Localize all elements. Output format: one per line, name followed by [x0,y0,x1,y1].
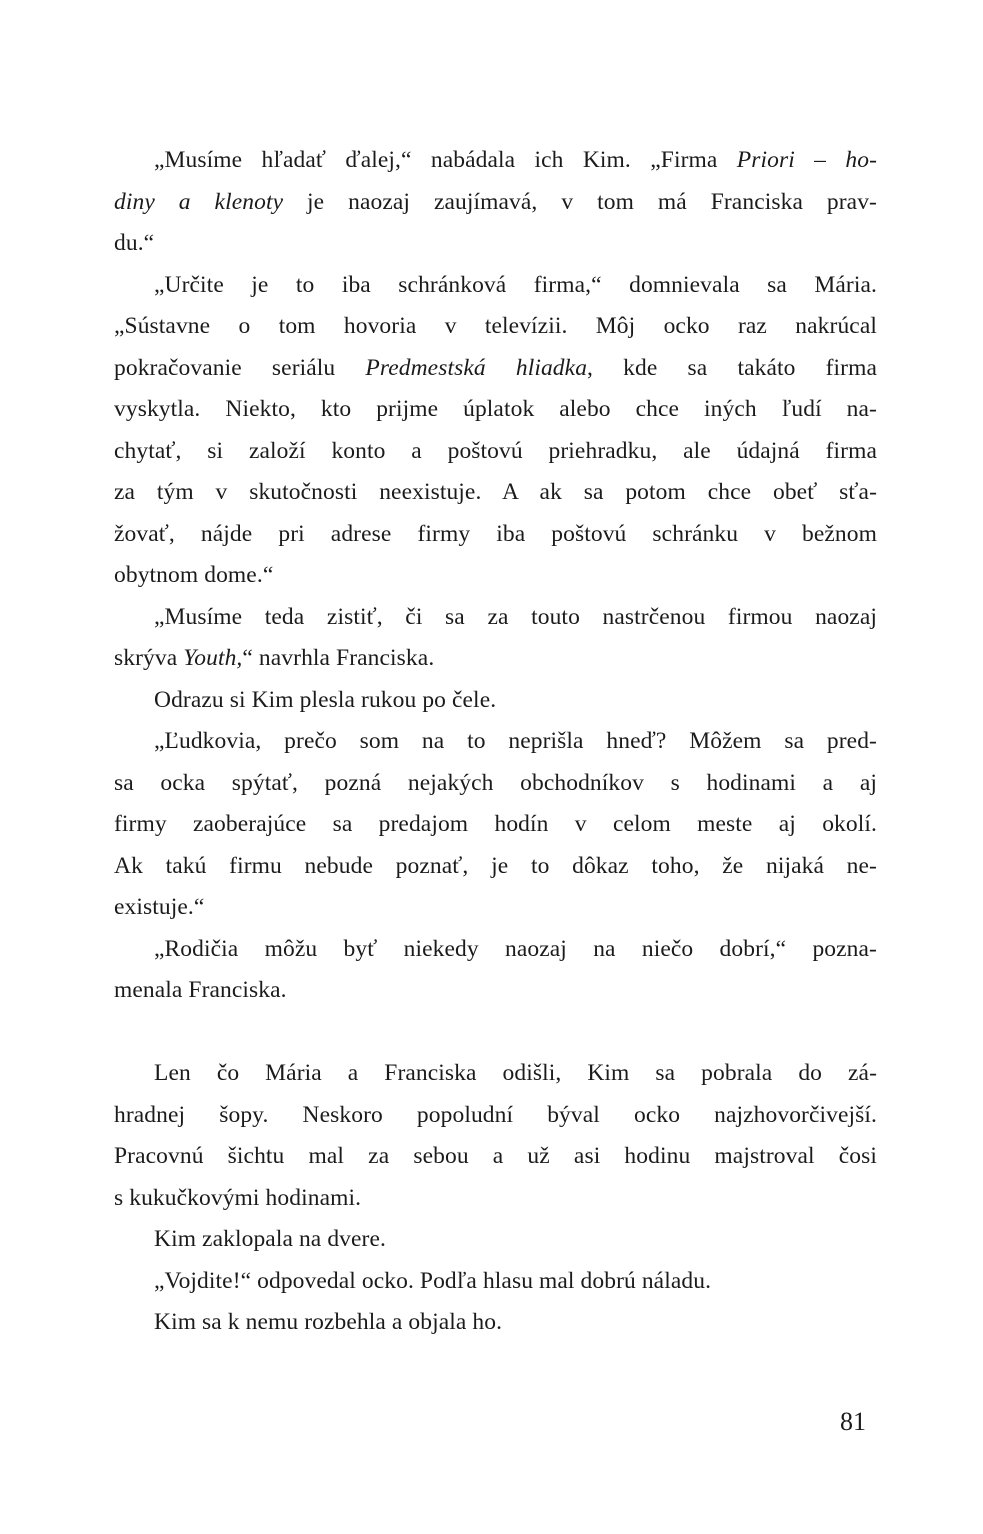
text-line [114,514,877,556]
text-run: „Musíme teda zistiť, či sa za touto nastrčenou firmou naozaj [154,603,877,630]
text-run: s kukučkovými hodinami. [114,1184,362,1211]
text-run: , kde sa takáto firma [587,354,877,381]
text-run: „Sústavne o tom hovoria v televízii. Môj ocko raz nakrúcal [114,313,877,339]
text-run: „Ľudkovia, prečo som na to neprišla hneď? Môžem sa pred- [154,728,877,754]
paragraph [114,597,877,680]
text-line [114,1053,877,1095]
text-line [114,140,877,182]
text-line [114,1219,877,1261]
italic-text-run: Youth, [183,645,243,671]
text-line [114,223,877,265]
text-run: „Určite je to iba schránková firma,“ domnievala sa Mária. [154,271,877,298]
text-line [114,721,877,763]
text-line [114,804,877,846]
text-run: chytať, si založí konto a poštovú priehradku, ale údajná firma [114,437,877,464]
text-line [114,1261,877,1303]
text-run: za tým v skutočnosti neexistuje. A ak sa potom chce obeť sťa- [114,479,877,505]
text-line [114,1178,877,1220]
text-line [114,638,877,680]
text-line [114,970,877,1012]
paragraph [114,1302,877,1344]
italic-text-run: Priori – ho- [736,147,877,173]
text-line [114,1095,877,1137]
text-run: “ navrhla Franciska. [242,645,435,671]
text-line [114,306,877,348]
page-number: 81 [840,1407,866,1436]
text-line [114,846,877,888]
text-run: Len čo Mária a Franciska odišli, Kim sa pobrala do zá- [154,1060,877,1086]
text-run: „Rodičia môžu byť niekedy naozaj na niečo dobrí,“ pozna- [154,935,877,962]
text-line [114,1136,877,1178]
text-run: existuje.“ [114,894,205,920]
text-run: Kim zaklopala na dvere. [154,1226,386,1252]
text-line [114,887,877,929]
text-line [114,431,877,473]
text-block [114,140,877,1344]
text-line [114,597,877,639]
paragraph [114,1053,877,1219]
text-run: skrýva [114,645,184,671]
text-run: firmy zaoberajúce sa predajom hodín v celom meste aj okolí. [114,811,877,837]
text-run: hradnej šopy. Neskoro popoludní býval ocko najzhovorčivejší. [114,1101,877,1128]
paragraph [114,721,877,929]
text-line [114,472,877,514]
text-run: „Vojdite!“ odpovedal ocko. Podľa hlasu mal dobrú náladu. [154,1267,712,1294]
text-run: pokračovanie seriálu [114,354,366,381]
text-line [114,555,877,597]
text-run: žovať, nájde pri adrese firmy iba poštovú schránku v bežnom [114,520,877,547]
text-line [114,680,877,722]
paragraph [114,929,877,1012]
italic-text-run: Predmestská hliadka [365,354,588,381]
text-line [114,348,877,390]
paragraph [114,680,877,722]
paragraph [114,265,877,597]
paragraph [114,1219,877,1261]
text-run: obytnom dome.“ [114,562,274,588]
text-run: Kim sa k nemu rozbehla a objala ho. [154,1309,503,1335]
text-run: Pracovnú šichtu mal za sebou a už asi hodinu majstroval čosi [114,1143,877,1169]
text-run: menala Franciska. [114,977,287,1003]
text-run: vyskytla. Niekto, kto prijme úplatok alebo chce iných ľudí na- [114,396,877,422]
text-line [114,389,877,431]
text-line [114,1302,877,1344]
text-run: „Musíme hľadať ďalej,“ nabádala ich Kim. „Firma [154,147,737,173]
text-run: je naozaj zaujímavá, v tom má Franciska prav- [283,188,877,215]
text-line [114,763,877,805]
text-run: Odrazu si Kim plesla rukou po čele. [154,686,497,713]
text-run: sa ocka spýtať, pozná nejakých obchodníkov s hodinami a aj [114,769,877,796]
italic-text-run: diny a klenoty [114,188,284,215]
text-line [114,929,877,971]
text-run: Ak takú firmu nebude poznať, je to dôkaz toho, že nijaká ne- [114,852,877,879]
text-run: du.“ [114,230,155,256]
text-line [114,265,877,307]
paragraph [114,1261,877,1303]
text-line [114,182,877,224]
paragraph [114,140,877,265]
